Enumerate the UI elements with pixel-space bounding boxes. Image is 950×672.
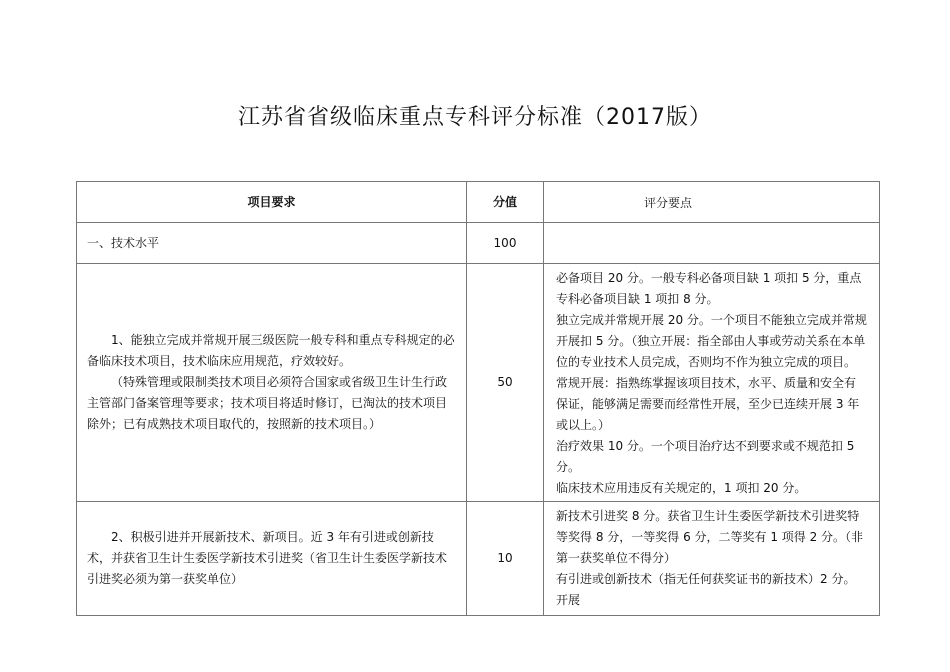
requirement-cell — [77, 264, 467, 502]
section-notes — [544, 223, 880, 264]
requirement-cell — [77, 502, 467, 616]
requirement-text: 2、积极引进并开展新技术、新项目。近 3 年有引进或创新技术，并获省卫生计生委医学新技术引进奖（省卫生计生委医学新技术引进奖必须为第一获奖单位） — [87, 530, 448, 586]
table-row — [77, 502, 880, 616]
note-line: 有引进或创新技术（指无任何获奖证书的新技术）2 分。开展 — [556, 572, 856, 607]
notes-cell — [544, 264, 880, 502]
note-line: 治疗效果 10 分。一个项目治疗达不到要求或不规范扣 5 分。 — [556, 439, 855, 474]
notes-cell — [544, 502, 880, 616]
requirement-note: （特殊管理或限制类技术项目必须符合国家或省级卫生计生行政主管部门备案管理等要求；技术项目将适时修订，已淘汰的技术项目除外；已有成熟技术项目取代的，按照新的技术项目。） — [87, 375, 448, 431]
header-notes: 评分要点 — [544, 182, 880, 223]
note-line: 必备项目 20 分。一般专科必备项目缺 1 项扣 5 分，重点专科必备项目缺 1 项扣 8 分。 — [556, 271, 862, 306]
requirement-text: 1、能独立完成并常规开展三级医院一般专科和重点专科规定的必备临床技术项目，技术临床应用规范，疗效较好。 — [87, 333, 455, 368]
table-header-row — [77, 182, 880, 223]
section-score: 100 — [467, 223, 544, 264]
table-row — [77, 264, 880, 502]
score-cell: 10 — [467, 502, 544, 616]
note-line: 独立完成并常规开展 20 分。一个项目不能独立完成并常规开展扣 5 分。（独立开展：指全部由人事或劳动关系在本单位的专业技术人员完成，否则均不作为独立完成的项目。常规开展：指熟练掌握该项目技术，水平、质量和安全有保证，能够满足需要而经常性开展，至少已连续开展 3 年或以上。） — [556, 313, 867, 432]
scoring-standard-table — [76, 181, 880, 616]
section-label: 一、技术水平 — [77, 223, 467, 264]
header-requirement: 项目要求 — [77, 182, 467, 223]
section-row — [77, 223, 880, 264]
score-cell: 50 — [467, 264, 544, 502]
note-line: 新技术引进奖 8 分。获省卫生计生委医学新技术引进奖特等奖得 8 分，一等奖得 6 分，二等奖有 1 项得 2 分。（非第一获奖单位不得分） — [556, 509, 864, 565]
header-score: 分值 — [467, 182, 544, 223]
document-title: 江苏省省级临床重点专科评分标准（2017版） — [238, 105, 712, 130]
note-line: 临床技术应用违反有关规定的，1 项扣 20 分。 — [556, 481, 807, 495]
